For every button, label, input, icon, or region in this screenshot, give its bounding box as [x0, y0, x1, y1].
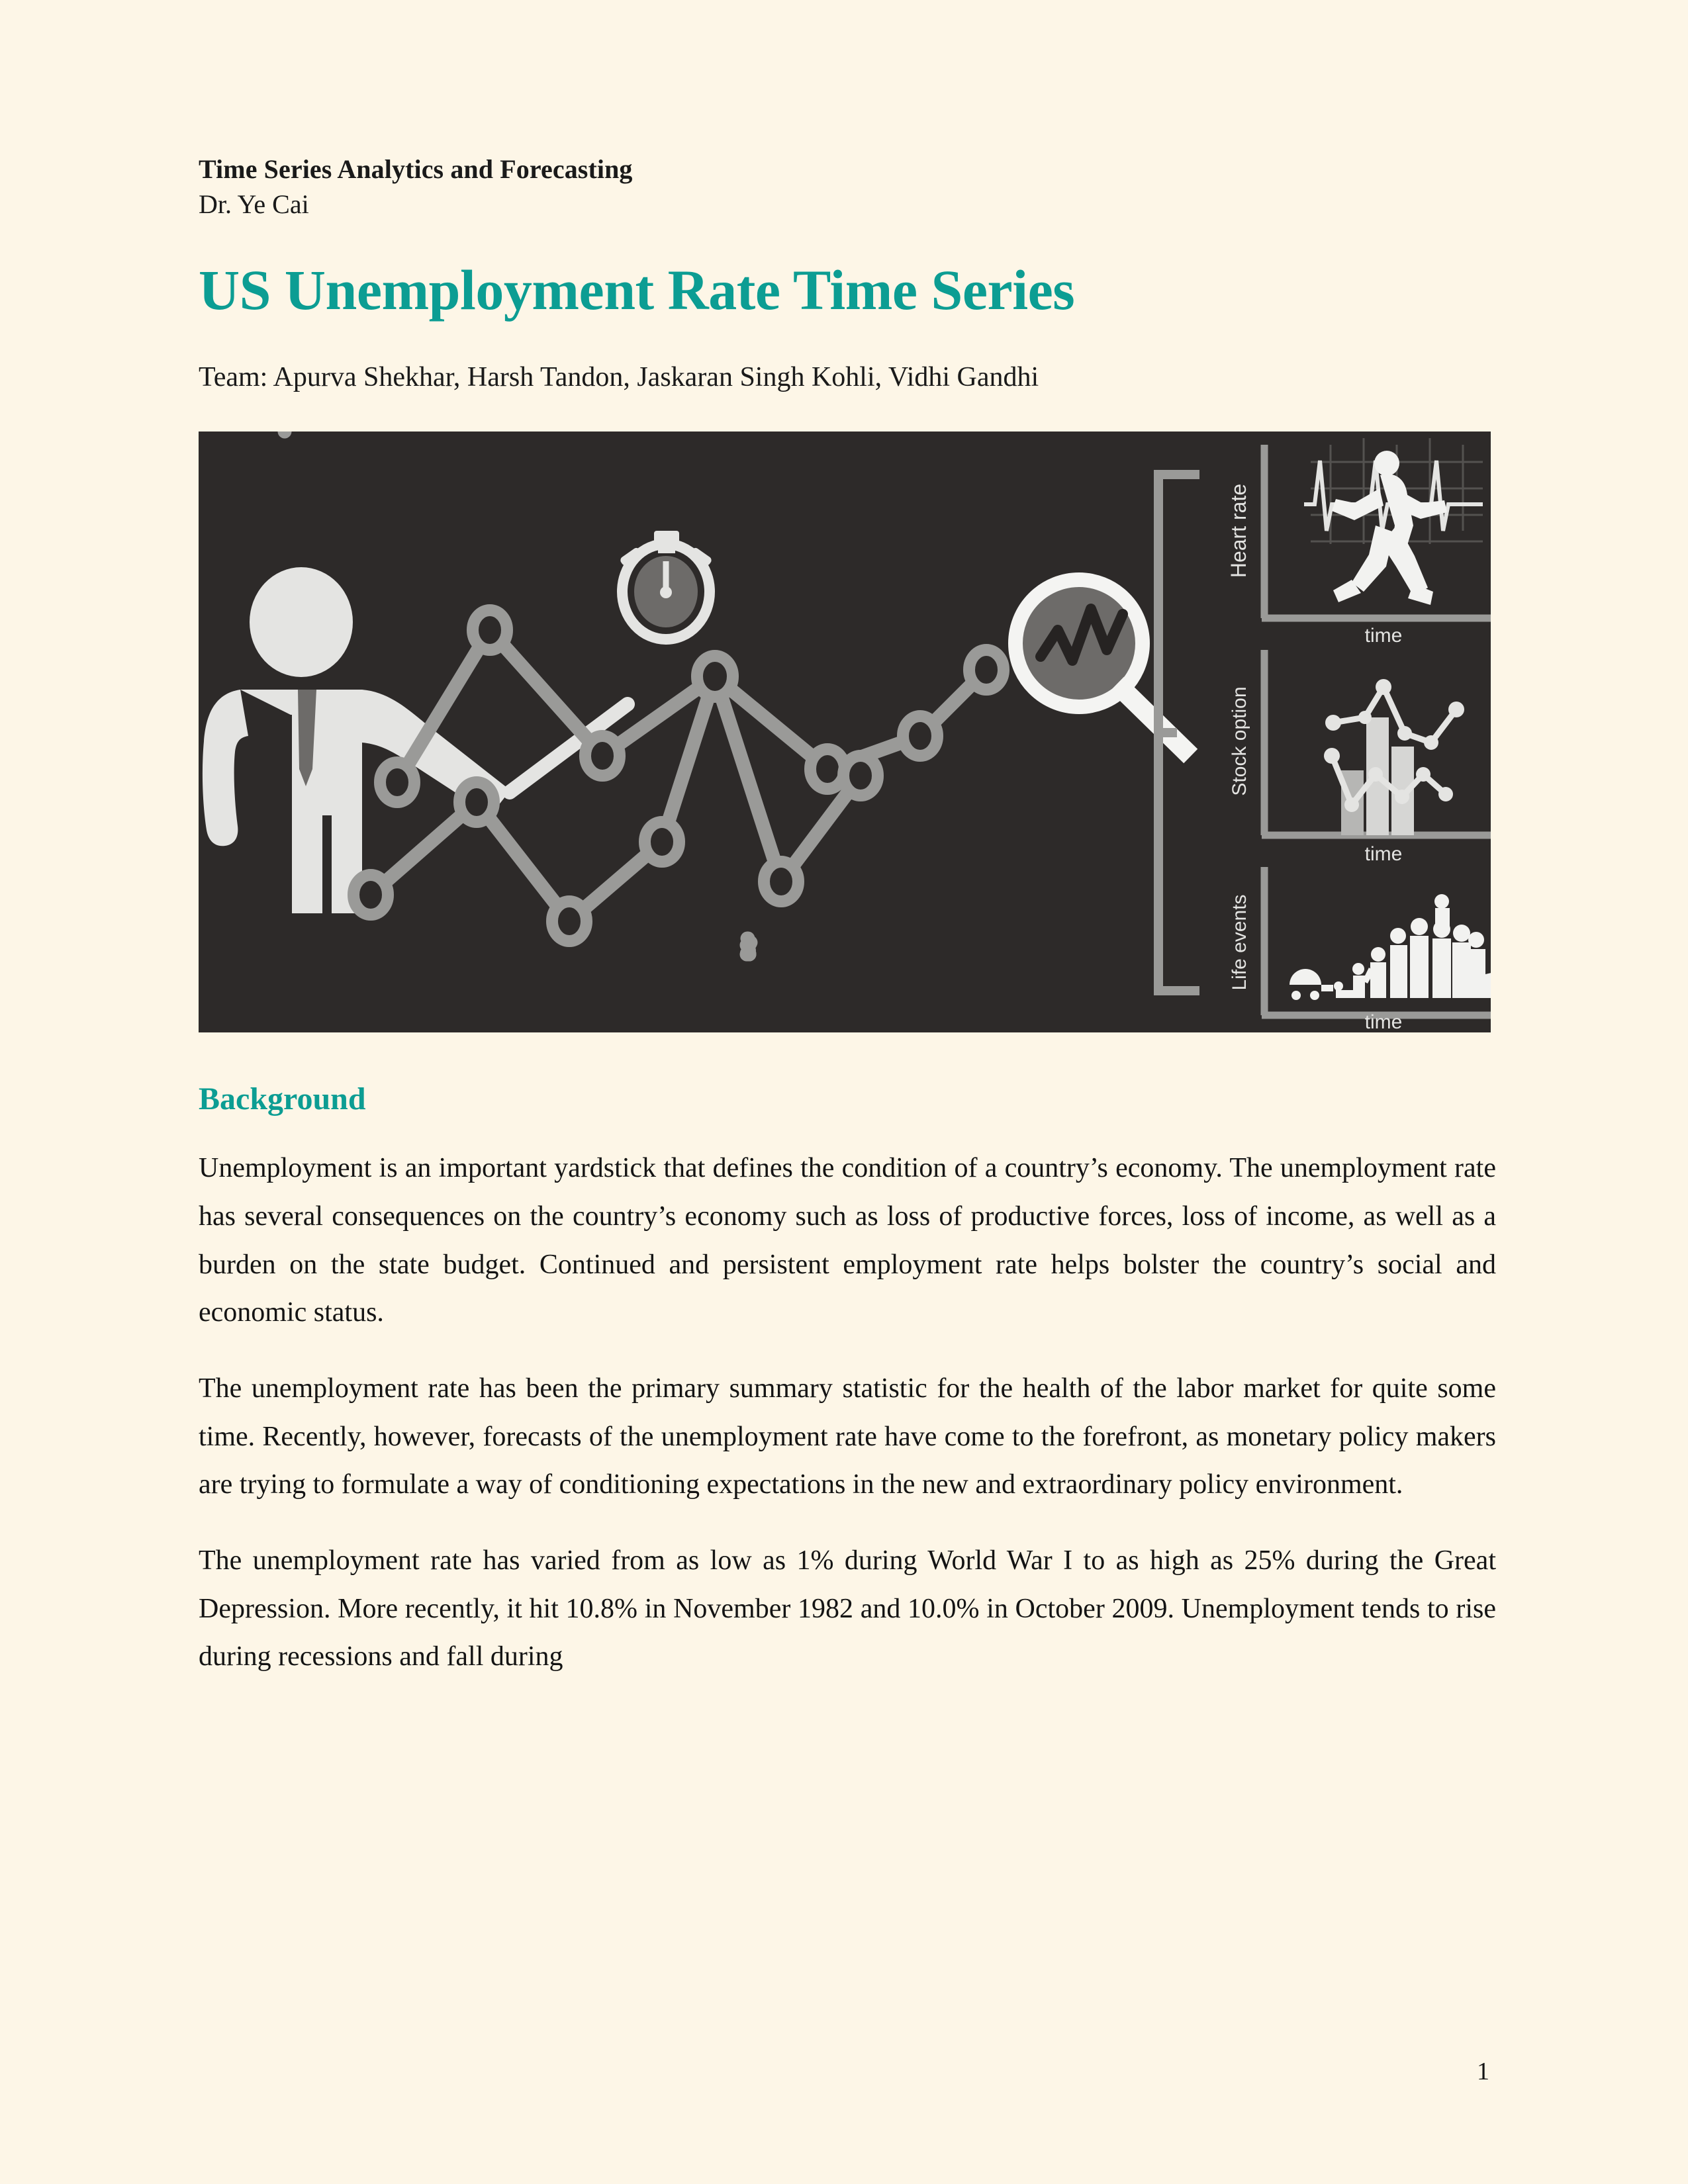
page-number: 1 [1477, 2058, 1489, 2085]
panel-3-xlabel: time [1364, 1011, 1403, 1032]
panel-1-ylabel: Heart rate [1227, 483, 1250, 578]
course-title: Time Series Analytics and Forecasting [199, 154, 633, 184]
hero-image [199, 432, 1491, 1032]
section-heading-background: Background [199, 1081, 366, 1116]
paragraph-1: Unemployment is an important yardstick that defines the condition of a country’s economy. The unemployment rate has several consequences on the country’s economy such as loss of productive forces, loss of income, as well as a burden on the state budget. Continued and persistent employment rate helps bolster the country’s social and economic status. [199, 1153, 1496, 1328]
document-header [199, 0, 1496, 221]
paragraph-3: The unemployment rate has varied from as low as 1% during World War I to as high as 25% during the Great Depression. More recently, it hit 10.8% in November 1982 and 10.0% in October 2009. Unemployment tends to rise during recessions and fall during [199, 1545, 1496, 1672]
panel-2-xlabel: time [1364, 842, 1403, 865]
panel-1-xlabel: time [1364, 624, 1403, 647]
paragraph-2: The unemployment rate has been the primary summary statistic for the health of the labor market for quite some time. Recently, however, forecasts of the unemployment rate have come to the forefront, as monetary policy makers are trying to formulate a way of conditioning expectations in the new and extraordinary policy environment. [199, 1373, 1496, 1500]
hero-illustration [199, 432, 1491, 1032]
page-title: US Unemployment Rate Time Series [199, 258, 1075, 322]
team-members: Team: Apurva Shekhar, Harsh Tandon, Jaskaran Singh Kohli, Vidhi Gandhi [199, 362, 1039, 393]
panel-2-ylabel: Stock option [1229, 686, 1250, 796]
instructor-name: Dr. Ye Cai [199, 189, 309, 220]
page-content [199, 0, 1496, 1709]
panel-3-ylabel: Life events [1229, 894, 1250, 991]
